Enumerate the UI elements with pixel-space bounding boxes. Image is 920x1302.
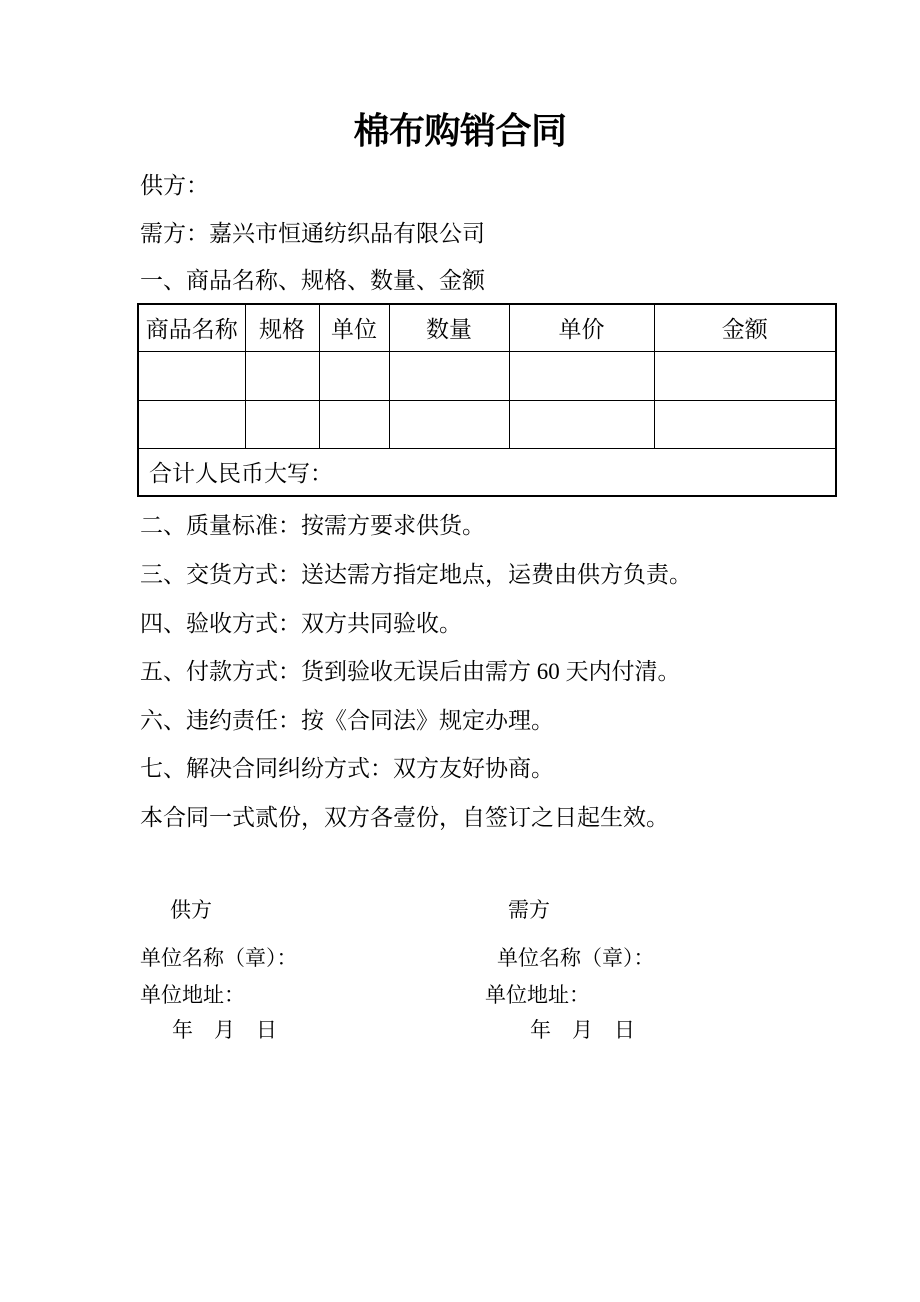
document-title: 棉布购销合同 <box>353 110 567 151</box>
col-header-product-name: 商品名称 <box>138 304 245 351</box>
supplier-name-seal-label: 单位名称（章）： <box>140 946 298 970</box>
effectiveness-clause: 本合同一式贰份，双方各壹份，自签订之日起生效。 <box>140 805 669 830</box>
table-cell <box>654 400 836 448</box>
goods-table-row <box>138 400 836 448</box>
total-in-words-label: 合计人民币大写： <box>138 448 836 496</box>
supplier-address-label: 单位地址： <box>140 983 245 1007</box>
table-cell <box>245 400 319 448</box>
clause-quality-standard: 二、质量标准：按需方要求供货。 <box>140 513 485 538</box>
col-header-quantity: 数量 <box>389 304 509 351</box>
buyer-address-label: 单位地址： <box>485 983 590 1007</box>
clause-dispute-resolution: 七、解决合同纠纷方式：双方友好协商。 <box>140 756 554 781</box>
table-cell <box>245 351 319 400</box>
goods-table-total-row <box>138 448 836 496</box>
buyer-line: 需方：嘉兴市恒通纺织品有限公司 <box>140 221 485 246</box>
clause-payment-method: 五、付款方式：货到验收无误后由需方 60 天内付清。 <box>140 659 681 684</box>
col-header-unit: 单位 <box>319 304 389 351</box>
clause-delivery-method: 三、交货方式：送达需方指定地点，运费由供方负责。 <box>140 562 692 587</box>
goods-table-row <box>138 351 836 400</box>
goods-table <box>137 303 837 497</box>
section1-heading: 一、商品名称、规格、数量、金额 <box>140 268 485 293</box>
table-cell <box>654 351 836 400</box>
table-cell <box>389 351 509 400</box>
goods-table-header-row <box>138 304 836 351</box>
buyer-date-label: 年 月 日 <box>530 1018 635 1042</box>
table-cell <box>389 400 509 448</box>
supplier-party-label: 供方 <box>170 898 212 922</box>
col-header-amount: 金额 <box>654 304 836 351</box>
col-header-specification: 规格 <box>245 304 319 351</box>
table-cell <box>509 400 654 448</box>
supplier-line: 供方： <box>140 173 209 198</box>
clause-breach-liability: 六、违约责任：按《合同法》规定办理。 <box>140 708 554 733</box>
table-cell <box>138 351 245 400</box>
table-cell <box>509 351 654 400</box>
table-cell <box>319 400 389 448</box>
supplier-date-label: 年 月 日 <box>172 1018 277 1042</box>
clause-acceptance-method: 四、验收方式：双方共同验收。 <box>140 611 462 636</box>
table-cell <box>138 400 245 448</box>
table-cell <box>319 351 389 400</box>
buyer-party-label: 需方 <box>508 898 550 922</box>
buyer-name-seal-label: 单位名称（章）： <box>497 946 655 970</box>
col-header-unit-price: 单价 <box>509 304 654 351</box>
